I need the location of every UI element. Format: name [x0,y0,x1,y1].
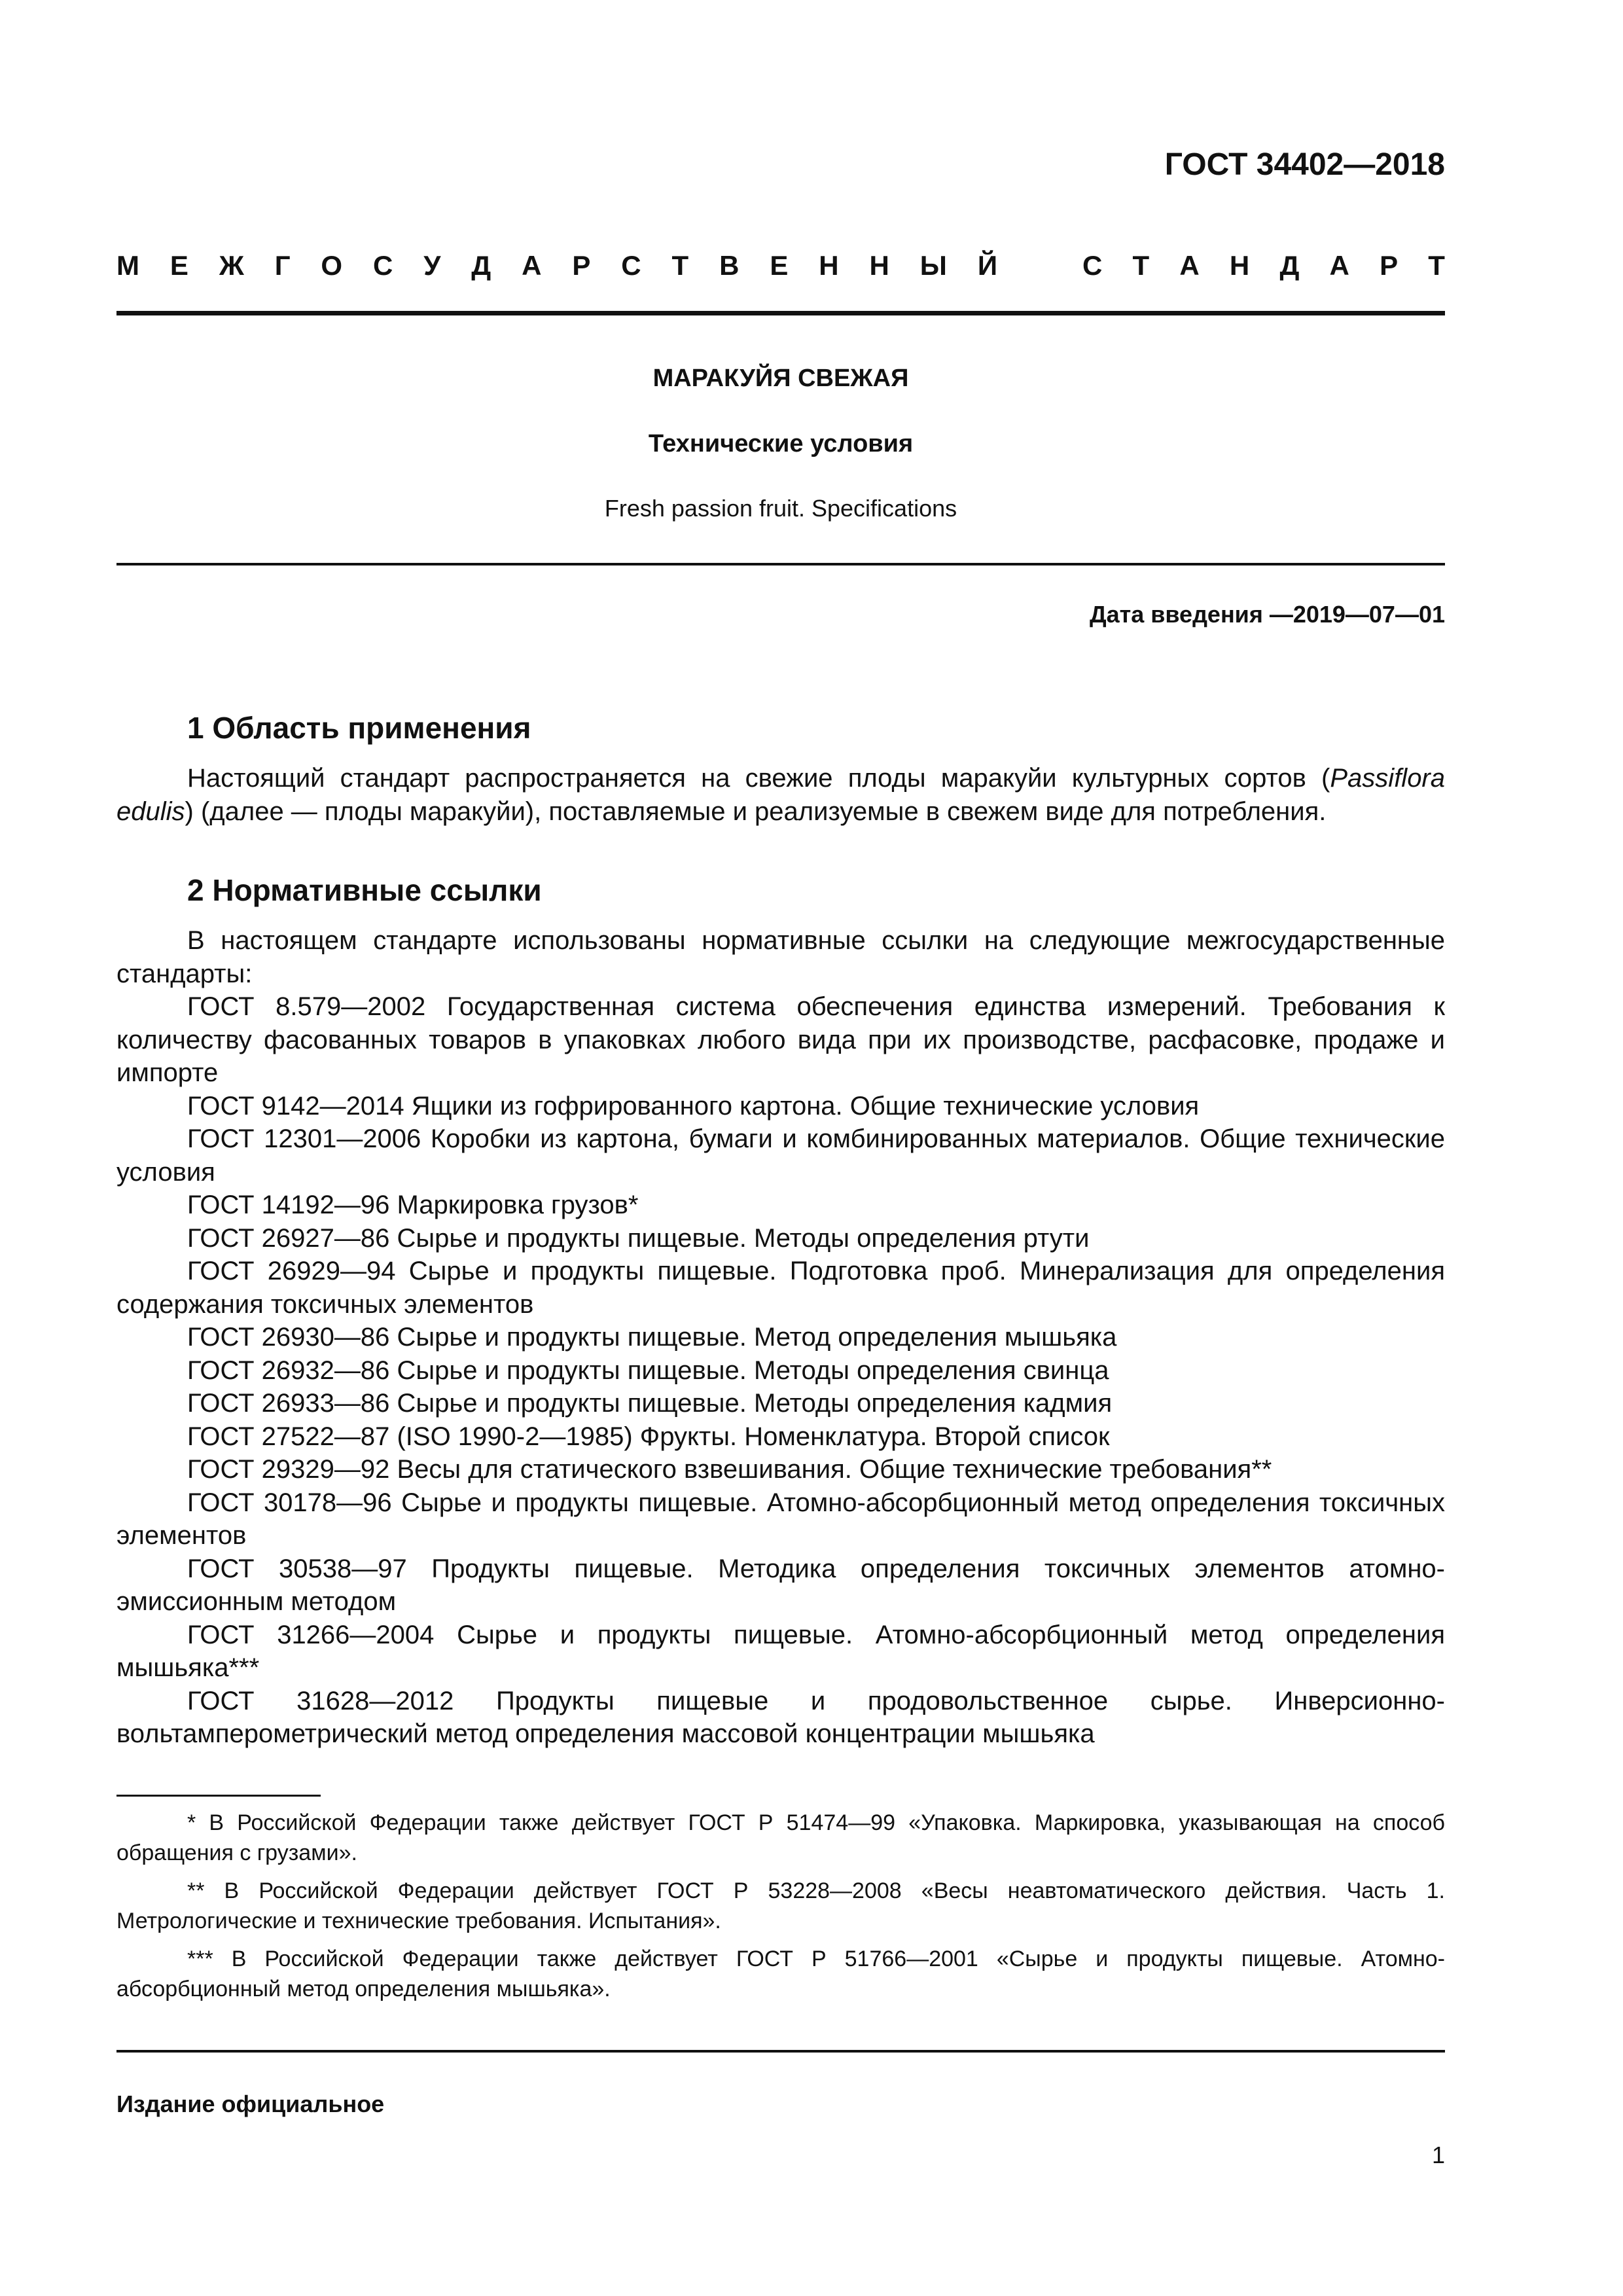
reference-item: ГОСТ 31628—2012 Продукты пищевые и продовольственное сырье. Инверсионно-вольтамперометрический метод определения массовой концентрации мышьяка [116,1686,1445,1748]
banner-letter: С [1082,250,1103,281]
banner-letter: Ы [919,250,947,281]
reference-item: ГОСТ 30178—96 Сырье и продукты пищевые. Атомно-абсорбционный метод определения токсичных элементов [116,1488,1445,1550]
banner-letter: А [1179,250,1200,281]
reference-item: ГОСТ 26929—94 Сырье и продукты пищевые. Подготовка проб. Минерализация для определения содержания токсичных элементов [116,1257,1445,1319]
page-number: 1 [1431,2142,1445,2168]
banner-word-interstate [116,247,997,284]
header-divider [116,311,1445,315]
references-intro: В настоящем стандарте использованы нормативные ссылки на следующие межгосударственные стандарты: [116,926,1445,988]
banner-letter: Н [869,250,889,281]
banner-letter: У [423,250,441,281]
reference-item: ГОСТ 30538—97 Продукты пищевые. Методика определения токсичных элементов атомно-эмиссионным методом [116,1554,1445,1616]
reference-item: ГОСТ 26933—86 Сырье и продукты пищевые. Методы определения кадмия [187,1389,1113,1418]
footer-divider [116,2050,1445,2053]
reference-item: ГОСТ 29329—92 Весы для статического взвешивания. Общие технические требования** [187,1455,1272,1484]
banner-letter: Ж [219,250,244,281]
section-references-list [116,924,1445,1751]
footnote-item: ** В Российской Федерации действует ГОСТ Р 53228—2008 «Весы неавтоматического действия. Часть 1. Метрологические и технические требования. Испытания». [116,1878,1445,1933]
banner-letter: Н [819,250,839,281]
section-heading-scope: 1 Область применения [187,711,531,745]
footnote-separator [116,1795,321,1797]
banner-letter: Т [671,250,689,281]
banner-letter: Е [770,250,789,281]
document-page [116,0,1445,2296]
title-divider [116,563,1445,565]
reference-item: ГОСТ 26932—86 Сырье и продукты пищевые. Методы определения свинца [187,1355,1109,1385]
official-edition-label: Издание официальное [116,2090,385,2117]
footnote-item: *** В Российской Федерации также действует ГОСТ Р 51766—2001 «Сырье и продукты пищевые. Атомно-абсорбционный метод определения мышьяка». [116,1946,1445,2001]
reference-item: ГОСТ 8.579—2002 Государственная система обеспечения единства измерений. Требования к количеству фасованных товаров в упаковках любого вида при их производстве, расфасовке, продаже и импорте [116,992,1445,1087]
document-number: ГОСТ 34402—2018 [1164,147,1445,182]
banner-letter: В [719,250,740,281]
banner-word-standard [1082,247,1445,284]
banner-letter: Д [471,250,491,281]
document-title-english: Fresh passion fruit. Specifications [604,495,957,522]
reference-item: ГОСТ 27522—87 (ISO 1990-2—1985) Фрукты. Номенклатура. Второй список [187,1422,1110,1451]
interstate-standard-banner [116,247,1445,284]
banner-letter: Д [1279,250,1300,281]
banner-letter: М [116,250,139,281]
banner-letter: Т [1428,250,1445,281]
banner-letter: С [621,250,641,281]
banner-letter: Н [1229,250,1250,281]
banner-letter: Т [1132,250,1150,281]
reference-item: ГОСТ 9142—2014 Ящики из гофрированного картона. Общие технические условия [187,1091,1200,1121]
document-title: МАРАКУЙЯ СВЕЖАЯ [652,365,909,392]
introduction-date: Дата введения —2019—07—01 [1089,601,1445,628]
reference-item: ГОСТ 12301—2006 Коробки из картона, бумаги и комбинированных материалов. Общие технические условия [116,1124,1445,1187]
footnote-item: * В Российской Федерации также действует ГОСТ Р 51474—99 «Упаковка. Маркировка, указывающая на способ обращения с грузами». [116,1810,1445,1865]
scope-species-name: Passiflora edulis [116,764,1445,826]
section-scope-text [116,762,1445,828]
banner-letter: А [1329,250,1349,281]
banner-letter: Р [572,250,591,281]
banner-letter: Е [169,250,188,281]
document-subtitle: Технические условия [648,430,914,457]
banner-letter: Р [1380,250,1399,281]
reference-item: ГОСТ 26930—86 Сырье и продукты пищевые. Метод определения мышьяка [187,1323,1117,1352]
reference-item: ГОСТ 26927—86 Сырье и продукты пищевые. Методы определения ртути [187,1223,1090,1253]
banner-letter: Г [274,250,291,281]
scope-text-start: Настоящий стандарт распространяется на свежие плоды маракуйи культурных сортов ( [187,764,1330,793]
reference-item: ГОСТ 14192—96 Маркировка грузов* [187,1191,639,1219]
footnotes [116,1808,1445,2012]
banner-letter: А [522,250,542,281]
scope-paragraph [116,762,1445,828]
banner-letter: О [321,250,343,281]
scope-text-end: ) (далее — плоды маракуйи), поставляемые и реализуемые в свежем виде для потребления. [185,797,1327,826]
reference-item: ГОСТ 31266—2004 Сырье и продукты пищевые. Атомно-абсорбционный метод определения мышьяка*** [116,1620,1445,1682]
banner-letter: Й [977,250,997,281]
banner-letter: С [373,250,393,281]
section-heading-references: 2 Нормативные ссылки [187,873,542,907]
